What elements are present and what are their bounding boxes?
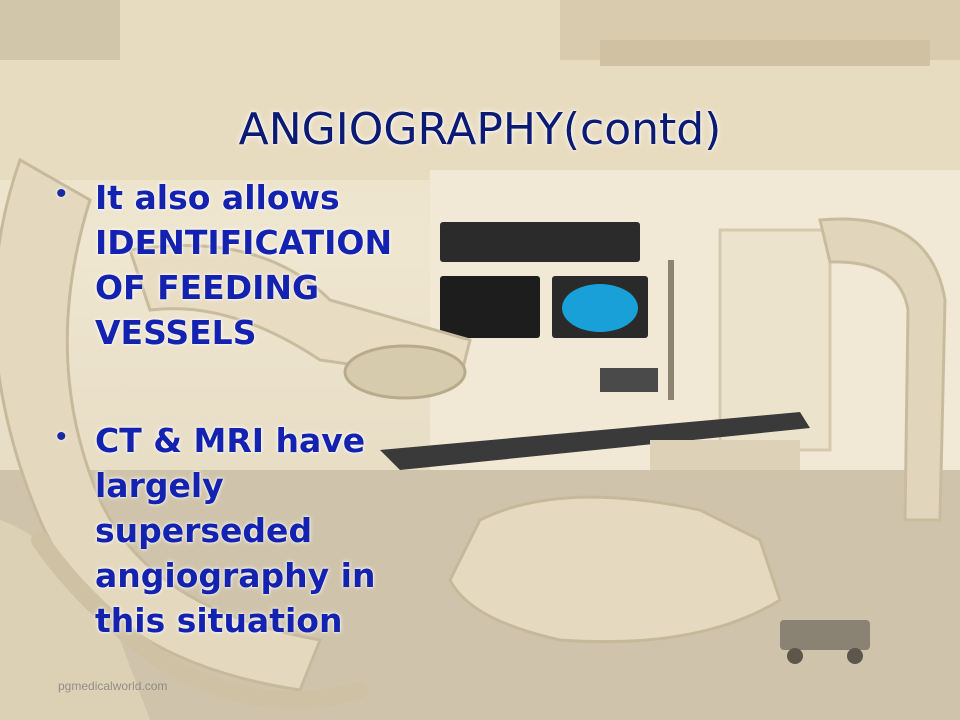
watermark: pgmedicalworld.com — [58, 679, 168, 693]
floor-pedal — [780, 620, 870, 650]
bullet-symbol: • — [56, 420, 67, 453]
control-panel — [600, 368, 658, 392]
slide-title: ANGIOGRAPHY(contd) — [238, 104, 722, 155]
monitor-screen-image — [562, 284, 638, 332]
bullet-text: CT & MRI have largely superseded angiography in this situation — [95, 421, 376, 640]
bullet-symbol: • — [56, 177, 67, 210]
iv-pole — [668, 260, 674, 400]
ceiling-panel-left — [0, 0, 120, 60]
wheel-2 — [847, 648, 863, 664]
wheel-1 — [787, 648, 803, 664]
bullet-text: It also allows IDENTIFICATION OF FEEDING VESSELS — [95, 178, 393, 352]
table-base — [650, 440, 800, 470]
ceiling-rail-lower — [600, 40, 930, 66]
